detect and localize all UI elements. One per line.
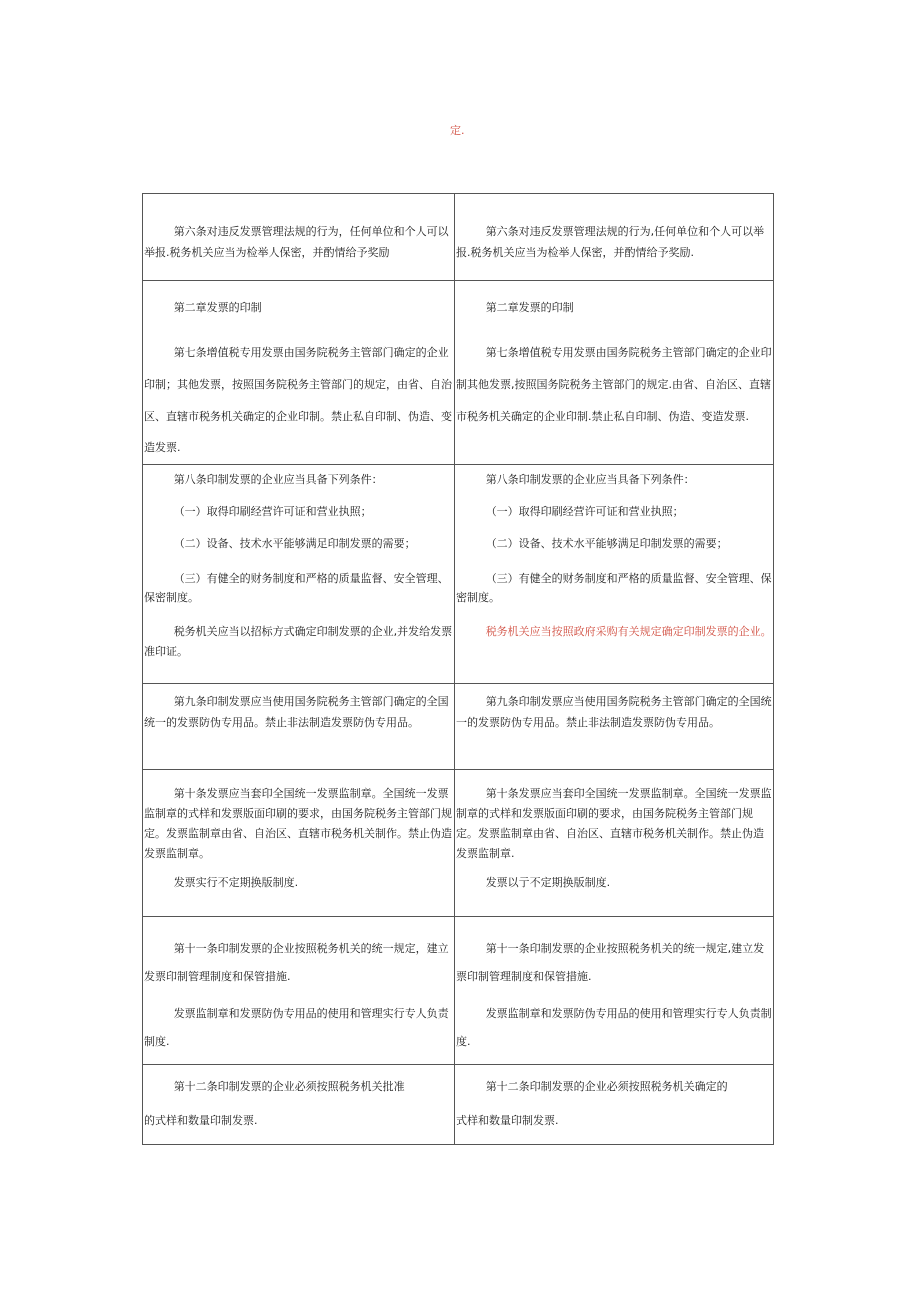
- list-item: （一）取得印刷经营许可证和营业执照；: [173, 505, 372, 519]
- paragraph-continuation: 的式样和数量印制发票.: [144, 1114, 258, 1128]
- paragraph: 第十二条印制发票的企业必须按照税务机关确定的: [485, 1080, 728, 1094]
- paragraph: 第八条印制发票的企业应当具备下列条件：: [173, 473, 383, 487]
- paragraph: 第十条发票应当套印全国统一发票监制章。全国统一发票监制章的式样和发票版面印刷的要求，由国务院税务主管部门规定。发票监制章由省、自治区、直辖市税务机关制作。禁止伪造发票监制章。: [144, 787, 452, 860]
- paragraph: 第十一条印制发票的企业按照税务机关的统一规定，建立发票印制管理制度和保管措施.: [144, 942, 449, 983]
- list-item: （一）取得印刷经营许可证和营业执照；: [485, 505, 684, 519]
- new-text-cell: [455, 917, 774, 1065]
- list-item: （二）设备、技术水平能够满足印制发票的需要；: [173, 536, 416, 550]
- paragraph: 第七条增值税专用发票由国务院税务主管部门确定的企业印制其他发票,按照国务院税务主管部门的规定.由省、自治区、直辖市税务机关确定的企业印制.禁止私自印制、伪造、变造发票.: [456, 345, 772, 423]
- old-text-cell: [143, 917, 455, 1065]
- comparison-table: [142, 193, 774, 1145]
- paragraph: 第六条对违反发票管理法规的行为,任何单位和个人可以举报.税务机关应当为检举人保密，并酌情给予奖励.: [456, 225, 765, 260]
- paragraph: 发票以亍不定期换版制度.: [485, 875, 611, 889]
- chapter-heading: 第二章发票的印制: [485, 301, 574, 314]
- old-text-cell: [143, 1065, 455, 1145]
- table-row: [143, 465, 774, 684]
- new-text-cell: [455, 465, 774, 684]
- table-row: [143, 194, 774, 281]
- list-item: （三）有健全的财务制度和严格的质量监督、安全管理、保密制度。: [456, 571, 772, 605]
- chapter-heading: 第二章发票的印制: [173, 301, 262, 314]
- paragraph: 第九条印制发票应当使用国务院税务主管部门确定的全国统一的发票防伪专用品。禁止非法制造发票防伪专用品。: [456, 695, 772, 729]
- paragraph: 第八条印制发票的企业应当具备下列条件：: [485, 473, 695, 487]
- paragraph: 发票实行不定期换版制度.: [173, 875, 299, 889]
- paragraph: 发票监制章和发票防伪专用品的使用和管理实行专人负责制度.: [456, 1007, 772, 1048]
- new-text-cell: [455, 194, 774, 281]
- paragraph: 第十一条印制发票的企业按照税务机关的统一规定,建立发票印制管理制度和保管措施.: [456, 942, 765, 983]
- old-text-cell: [143, 194, 455, 281]
- paragraph: 第十二条印制发票的企业必须按照税务机关批准: [173, 1080, 405, 1094]
- paragraph: 第七条增值税专用发票由国务院税务主管部门确定的企业印制；其他发票，按照国务院税务主管部门的规定，由省、自治区、直辖市税务机关确定的企业印制。禁止私自印制、伪造、变造发票.: [144, 345, 452, 455]
- old-text-cell: [143, 465, 455, 684]
- old-text-cell: [143, 770, 455, 917]
- list-item: （二）设备、技术水平能够满足印制发票的需要；: [485, 536, 728, 550]
- table-row: [143, 770, 774, 917]
- paragraph-continuation: 式样和数量印制发票.: [456, 1114, 559, 1128]
- old-text-cell: [143, 281, 455, 465]
- amended-paragraph: 税务机关应当按照政府采购有关规定确定印制发票的企业。: [485, 625, 772, 639]
- new-text-cell: [455, 1065, 774, 1145]
- table-row: [143, 281, 774, 465]
- table-row: [143, 917, 774, 1065]
- table-row: [143, 1065, 774, 1145]
- new-text-cell: [455, 281, 774, 465]
- table-row: [143, 684, 774, 770]
- paragraph: 第九条印制发票应当使用国务院税务主管部门确定的全国统一的发票防伪专用品。禁止非法制造发票防伪专用品。: [144, 695, 449, 729]
- old-text-cell: [143, 684, 455, 770]
- paragraph: 第十条发票应当套印全国统一发票监制章。全国统一发票监制章的式样和发票版面印刷的要求，由国务院税务主管部门规定。发票监制章由省、自治区、直辖市税务机关制作。禁止伪造发票监制章.: [456, 787, 772, 860]
- paragraph: 发票监制章和发票防伪专用品的使用和管理实行专人负责制度.: [144, 1007, 449, 1048]
- list-item: （三）有健全的财务制度和严格的质量监督、安全管理、保密制度。: [144, 571, 449, 605]
- new-text-cell: [455, 684, 774, 770]
- new-text-cell: [455, 770, 774, 917]
- page-fragment-note: 定.: [450, 124, 465, 137]
- paragraph: 第六条对违反发票管理法规的行为，任何单位和个人可以举报.税务机关应当为检举人保密，并酌情给予奖励: [144, 225, 449, 260]
- paragraph: 税务机关应当以招标方式确定印制发票的企业,并发给发票准印证。: [144, 625, 453, 658]
